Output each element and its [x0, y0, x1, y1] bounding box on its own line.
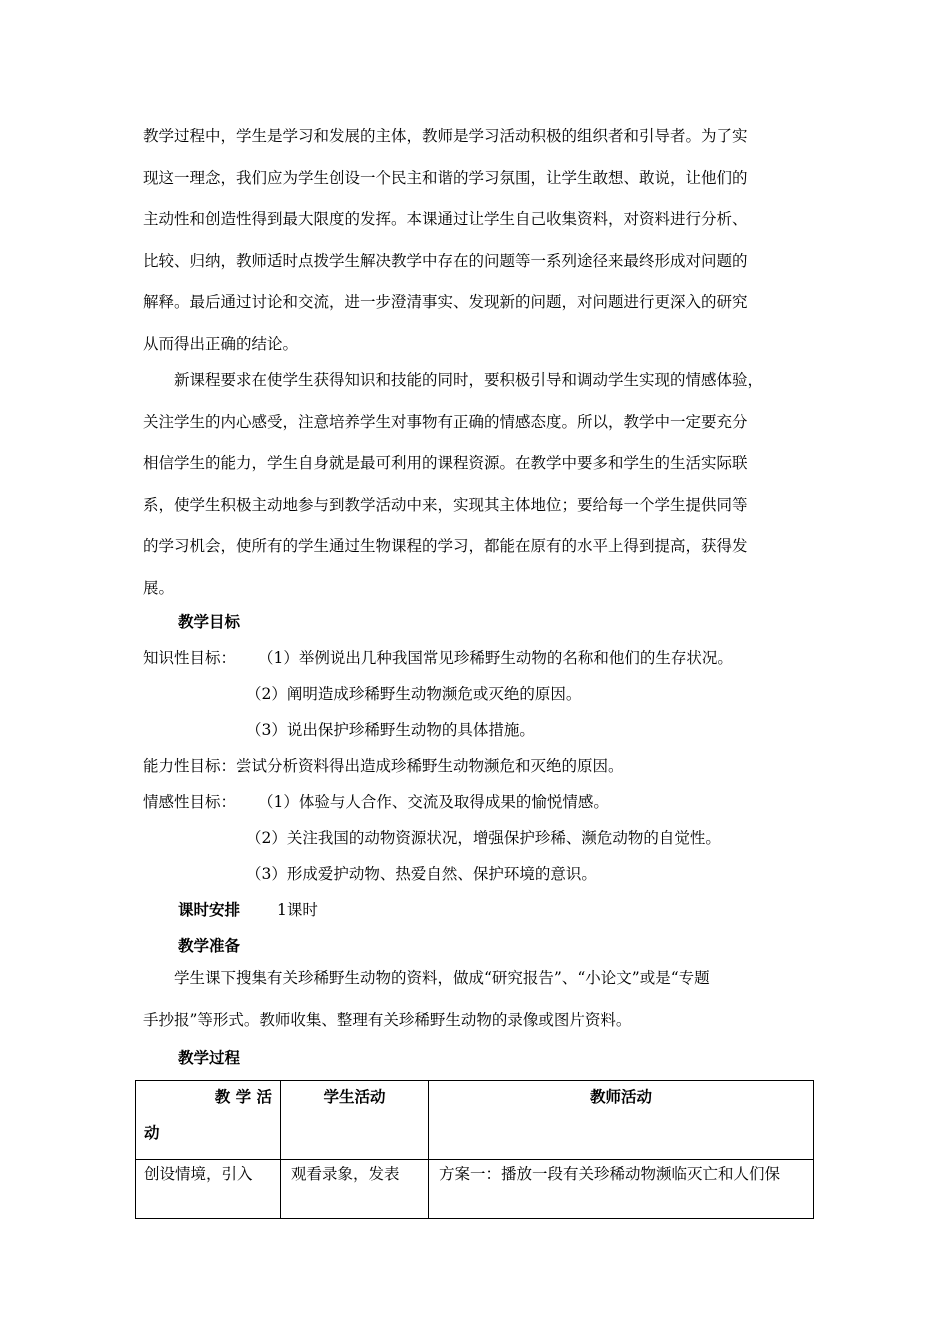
emotion-goal-label: 情感性目标：: [143, 793, 237, 811]
heading-preparation: 教学准备: [178, 936, 241, 955]
paragraph-line: 关注学生的内心感受，注意培养学生对事物有正确的情感态度。所以，教学中一定要充分: [143, 412, 748, 431]
knowledge-goal-label: 知识性目标：: [143, 649, 237, 667]
cell-text: 观看录象，发表: [291, 1165, 400, 1183]
paragraph-curriculum: [143, 360, 811, 609]
knowledge-goal-item: （3）说出保护珍稀野生动物的具体措施。: [246, 721, 535, 739]
cell-activity: [136, 1160, 281, 1219]
emotion-goal-item: （2）关注我国的动物资源状况，增强保护珍稀、濒危动物的自觉性。: [246, 829, 721, 847]
heading-schedule: 课时安排: [178, 900, 241, 919]
paragraph-line: 系，使学生积极主动地参与到教学活动中来，实现其主体地位；要给每一个学生提供同等: [143, 495, 748, 514]
paragraph-line: 学生课下搜集有关珍稀野生动物的资料，做成“研究报告”、“小论文”或是“专题: [143, 969, 710, 987]
paragraph-line: 主动性和创造性得到最大限度的发挥。本课通过让学生自己收集资料，对资料进行分析、: [143, 210, 748, 228]
heading-process: 教学过程: [178, 1048, 241, 1067]
paragraph-line: 比较、归纳，教师适时点拨学生解决教学中存在的问题等一系列途径来最终形成对问题的: [143, 251, 748, 270]
paragraph-line: 手抄报”等形式。教师收集、整理有关珍稀野生动物的录像或图片资料。: [143, 1010, 632, 1029]
cell-text: 创设情境，引入: [144, 1165, 253, 1183]
header-cell-activity: [136, 1081, 281, 1160]
header-teacher-label: 教师活动: [589, 1087, 652, 1106]
knowledge-goal-item: （2）阐明造成珍稀野生动物濒危或灭绝的原因。: [246, 685, 582, 703]
heading-teaching-goals: 教学目标: [178, 612, 241, 631]
header-activity-line: 动: [144, 1123, 160, 1142]
paragraph-line: 展。: [143, 578, 175, 597]
paragraph-preparation: [143, 958, 811, 1041]
table-row: [136, 1160, 814, 1219]
paragraph-line: 教学过程中，学生是学习和发展的主体，教师是学习活动积极的组织者和引导者。为了实: [143, 127, 748, 145]
paragraph-line: 新课程要求在使学生获得知识和技能的同时，要积极引导和调动学生实现的情感体验，: [143, 371, 764, 389]
paragraph-line: 相信学生的能力，学生自身就是最可利用的课程资源。在教学中要多和学生的生活实际联: [143, 454, 748, 472]
emotion-goal-item: （3）形成爱护动物、热爱自然、保护环境的意识。: [246, 865, 597, 883]
emotion-goal-item: （1）体验与人合作、交流及取得成果的愉悦情感。: [258, 793, 609, 811]
table-header-row: [136, 1081, 814, 1160]
schedule-value: 1课时: [277, 901, 318, 919]
knowledge-goal-item: （1）举例说出几种我国常见珍稀野生动物的名称和他们的生存状况。: [258, 649, 733, 667]
header-cell-teacher: [429, 1081, 814, 1160]
paragraph-line: 解释。最后通过讨论和交流，进一步澄清事实、发现新的问题，对问题进行更深入的研究: [143, 293, 748, 311]
paragraph-line: 的学习机会，使所有的学生通过生物课程的学习，都能在原有的水平上得到提高，获得发: [143, 537, 748, 555]
header-student-label: 学生活动: [323, 1087, 386, 1106]
cell-teacher: [429, 1160, 814, 1219]
paragraph-line: 从而得出正确的结论。: [143, 334, 299, 353]
paragraph-line: 现这一理念，我们应为学生创设一个民主和谐的学习氛围，让学生敢想、敢说，让他们的: [143, 168, 748, 187]
ability-goal: 能力性目标：尝试分析资料得出造成珍稀野生动物濒危和灭绝的原因。: [143, 757, 624, 775]
cell-student: [281, 1160, 429, 1219]
process-table: [135, 1080, 814, 1219]
cell-text: 方案一：播放一段有关珍稀动物濒临灭亡和人们保: [439, 1165, 781, 1183]
header-cell-student: [281, 1081, 429, 1160]
header-activity-line: 教 学 活: [214, 1087, 272, 1106]
paragraph-intro: [143, 116, 811, 365]
